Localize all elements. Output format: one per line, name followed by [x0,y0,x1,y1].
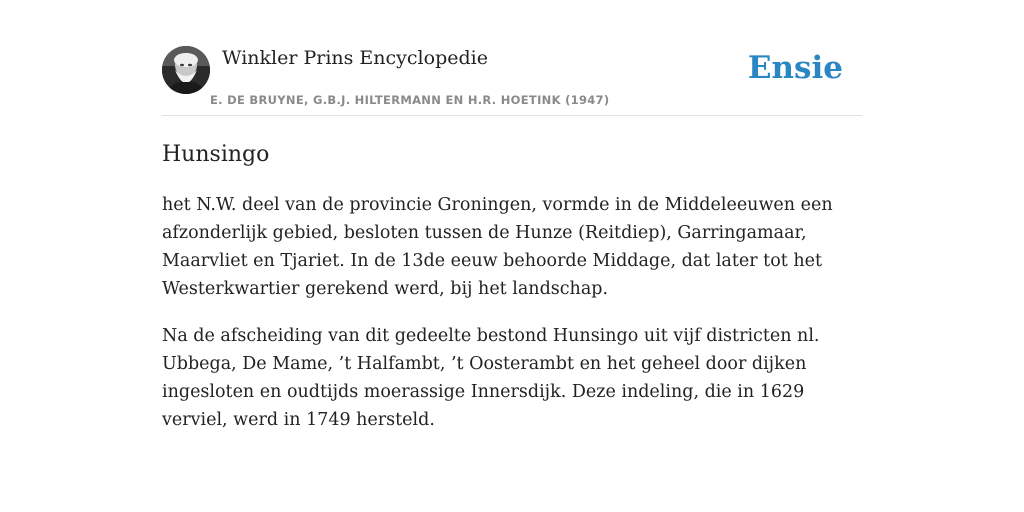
article-paragraph: Na de afscheiding van dit gedeelte bestond Hunsingo uit vijf districten nl. Ubbega, De Mame, ’t Halfambt, ’t Oosterambt en het geheel door dijken ingesloten en oudtijds moerassige Innersdijk. Deze indeling, die in 1629 verviel, werd in 1749 hersteld. [162,326,820,430]
source-header [162,46,862,116]
ensie-logo[interactable]: Ensie [747,50,843,86]
article-paragraph: het N.W. deel van de provincie Groningen, vormde in de Middeleeuwen een afzonderlijk gebied, besloten tussen de Hunze (Reitdiep), Garringamaar, Maarvliet en Tjariet. In de 13de eeuw behoorde Middage, dat later tot het Westerkwartier gerekend werd, bij het landschap. [162,195,833,299]
publication-authors: E. DE BRUYNE, G.B.J. HILTERMANN EN H.R. HOETINK (1947) [210,93,610,107]
page-container [162,46,862,434]
author-avatar [162,46,210,94]
publication-title[interactable]: Winkler Prins Encyclopedie [222,47,488,69]
article-headword: Hunsingo [162,142,270,167]
